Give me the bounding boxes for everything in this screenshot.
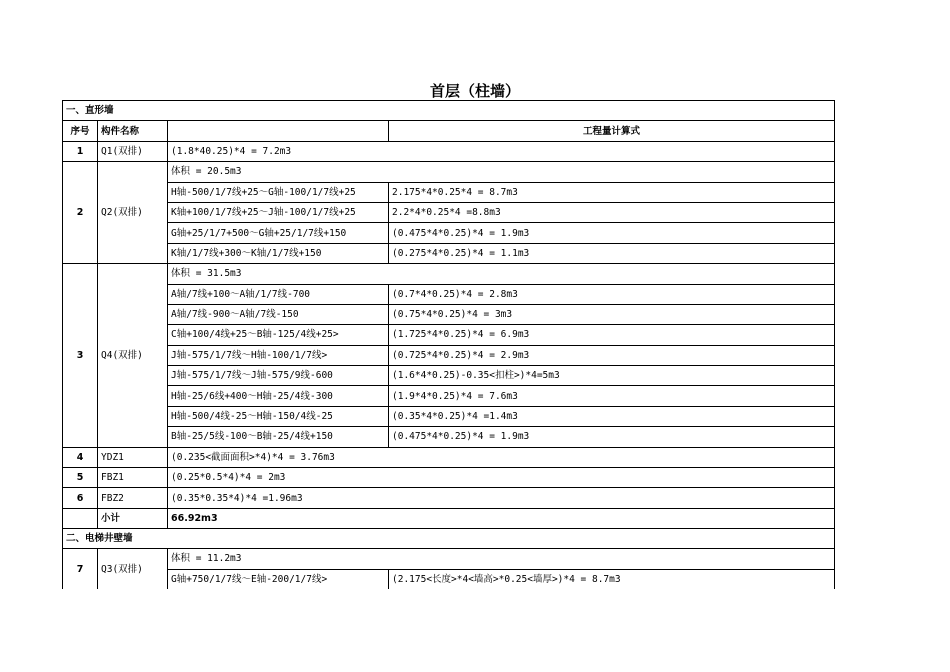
calc-cell: (0.7*4*0.25)*4 = 2.8m3 <box>389 284 835 304</box>
range-cell: G轴+750/1/7线～E轴-200/1/7线> <box>168 569 389 589</box>
volume-cell: 体积 = 20.5m3 <box>168 162 835 182</box>
header-name: 构件名称 <box>98 121 168 141</box>
calc-cell: (0.275*4*0.25)*4 = 1.1m3 <box>389 243 835 263</box>
range-cell: K轴/1/7线+300～K轴/1/7线+150 <box>168 243 389 263</box>
component-name: Q3(双排) <box>98 549 168 589</box>
subtotal-row <box>63 508 835 528</box>
section-title-straight-wall: 一、直形墙 <box>63 101 835 121</box>
header-seq: 序号 <box>63 121 98 141</box>
seq-cell: 4 <box>63 447 98 467</box>
table-row <box>63 304 835 324</box>
table-row <box>63 386 835 406</box>
formula-cell: (1.8*40.25)*4 = 7.2m3 <box>168 141 835 161</box>
table-row <box>63 325 835 345</box>
range-cell: H轴-500/1/7线+25～G轴-100/1/7线+25 <box>168 182 389 202</box>
table-row <box>63 366 835 386</box>
formula-cell: (0.35*0.35*4)*4 =1.96m3 <box>168 488 835 508</box>
range-cell: J轴-575/1/7线～J轴-575/9线-600 <box>168 366 389 386</box>
calc-cell: (0.75*4*0.25)*4 = 3m3 <box>389 304 835 324</box>
range-cell: K轴+100/1/7线+25～J轴-100/1/7线+25 <box>168 202 389 222</box>
table-row <box>63 468 835 488</box>
subtotal-value: 66.92m3 <box>168 508 835 528</box>
calc-cell: (1.725*4*0.25)*4 = 6.9m3 <box>389 325 835 345</box>
seq-cell: 2 <box>63 162 98 264</box>
table-row <box>63 162 835 182</box>
range-cell: H轴-25/6线+400～H轴-25/4线-300 <box>168 386 389 406</box>
calc-cell: (2.175<长度>*4<墙高>*0.25<墙厚>)*4 = 8.7m3 <box>389 569 835 589</box>
subtotal-label: 小计 <box>98 508 168 528</box>
calc-cell: 2.175*4*0.25*4 = 8.7m3 <box>389 182 835 202</box>
calc-cell: (1.9*4*0.25)*4 = 7.6m3 <box>389 386 835 406</box>
component-name: Q4(双排) <box>98 264 168 448</box>
table-row <box>63 447 835 467</box>
header-blank <box>168 121 389 141</box>
seq-cell: 3 <box>63 264 98 448</box>
calc-cell: (0.475*4*0.25)*4 = 1.9m3 <box>389 223 835 243</box>
table-row <box>63 264 835 284</box>
component-name: FBZ1 <box>98 468 168 488</box>
calc-cell: (1.6*4*0.25)-0.35<扣柱>)*4=5m3 <box>389 366 835 386</box>
component-name: Q1(双排) <box>98 141 168 161</box>
quantity-table <box>62 100 835 589</box>
table-row <box>63 345 835 365</box>
volume-cell: 体积 = 31.5m3 <box>168 264 835 284</box>
seq-cell: 6 <box>63 488 98 508</box>
table-row <box>63 284 835 304</box>
subtotal-blank <box>63 508 98 528</box>
table-row <box>63 488 835 508</box>
table-row <box>63 141 835 161</box>
seq-cell: 7 <box>63 549 98 589</box>
table-row <box>63 223 835 243</box>
section-row <box>63 101 835 121</box>
range-cell: J轴-575/1/7线～H轴-100/1/7线> <box>168 345 389 365</box>
range-cell: A轴/7线+100～A轴/1/7线-700 <box>168 284 389 304</box>
calc-cell: (0.35*4*0.25)*4 =1.4m3 <box>389 406 835 426</box>
table-row <box>63 406 835 426</box>
component-name: Q2(双排) <box>98 162 168 264</box>
table-row <box>63 427 835 447</box>
page-title: 首层（柱墙） <box>429 82 520 100</box>
calc-cell: (0.475*4*0.25)*4 = 1.9m3 <box>389 427 835 447</box>
table-row <box>63 243 835 263</box>
formula-cell: (0.25*0.5*4)*4 = 2m3 <box>168 468 835 488</box>
section-title-elevator-wall: 二、电梯井壁墙 <box>63 529 835 549</box>
calc-cell: 2.2*4*0.25*4 =8.8m3 <box>389 202 835 222</box>
component-name: YDZ1 <box>98 447 168 467</box>
table-row <box>63 202 835 222</box>
section-row <box>63 529 835 549</box>
range-cell: A轴/7线-900～A轴/7线-150 <box>168 304 389 324</box>
table-row <box>63 182 835 202</box>
table-row <box>63 569 835 589</box>
range-cell: C轴+100/4线+25～B轴-125/4线+25> <box>168 325 389 345</box>
table-row <box>63 549 835 569</box>
formula-cell: (0.235<截面面积>*4)*4 = 3.76m3 <box>168 447 835 467</box>
seq-cell: 5 <box>63 468 98 488</box>
range-cell: B轴-25/5线-100～B轴-25/4线+150 <box>168 427 389 447</box>
component-name: FBZ2 <box>98 488 168 508</box>
header-row <box>63 121 835 141</box>
seq-cell: 1 <box>63 141 98 161</box>
range-cell: G轴+25/1/7+500～G轴+25/1/7线+150 <box>168 223 389 243</box>
volume-cell: 体积 = 11.2m3 <box>168 549 835 569</box>
header-calc: 工程量计算式 <box>389 121 835 141</box>
range-cell: H轴-500/4线-25～H轴-150/4线-25 <box>168 406 389 426</box>
calc-cell: (0.725*4*0.25)*4 = 2.9m3 <box>389 345 835 365</box>
